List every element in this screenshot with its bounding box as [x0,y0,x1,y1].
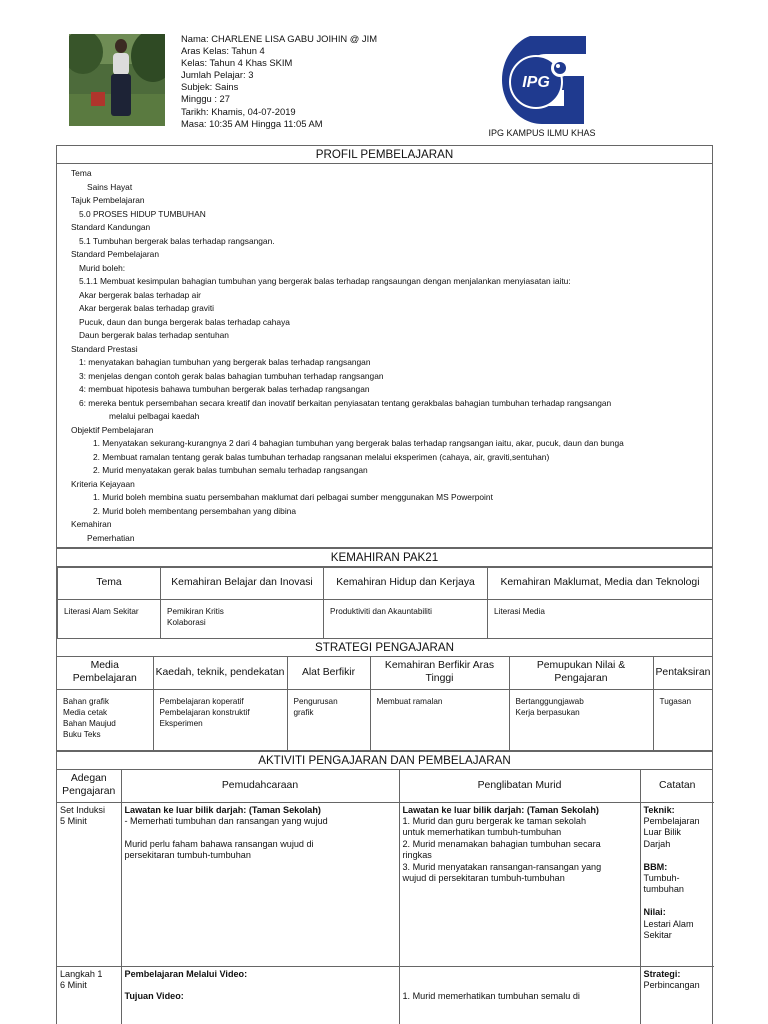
row-catatan [640,966,714,1024]
penglibatan-line: 1. Murid dan guru bergerak ke taman sekolah [402,815,586,826]
strategi-cell-media [57,689,153,751]
penglibatan-line: 3. Murid menyatakan ransangan-ransangan yang [402,861,602,872]
strategi-header-kaedah: Kaedah, teknik, pendekatan [153,657,287,689]
profile-heading: Standard Kandungan [71,222,151,232]
catatan-line: Teknik: [643,804,675,815]
cell-line: Pembelajaran koperatif [159,696,244,706]
teacher-name: Nama: CHARLENE LISA GABU JOIHIN @ JIM [181,33,378,44]
cell-line: Pemikiran Kritis [167,607,224,616]
profile-line: 2. Murid menyatakan gerak balas tumbuhan semalu terhadap rangsangan [93,465,368,475]
pemudahcaraan-line: Lawatan ke luar bilik darjah: (Taman Sekolah) [124,804,321,815]
cell-line: Membuat ramalan [376,696,443,706]
pemudahcaraan-line: Tujuan Video: [124,991,184,1002]
profile-line: Sains Hayat [87,181,133,192]
aktiviti-table [57,770,714,1024]
ipg-logo-mark [480,32,610,128]
profile-line: Murid boleh: [79,262,126,273]
row-penglibatan [399,966,640,1024]
cell-line: Bertanggungjawab [515,696,584,706]
aktiviti-header-penglibatan: Penglibatan Murid [399,770,640,802]
pemudahcaraan-line: Murid perlu faham bahawa ransangan wujud di [124,838,314,849]
adegan-line: 5 Minit [60,815,87,826]
catatan-line: Sekitar [643,929,672,940]
profile-line: melalui pelbagai kaedah [109,411,200,421]
cell-line: Pembelajaran konstruktif [159,707,250,717]
cell-line: Kolaborasi [167,618,206,628]
cell-line: Literasi Alam Sekitar [64,607,139,616]
aktiviti-title: AKTIVITI PENGAJARAN DAN PEMBELAJARAN [57,752,712,770]
profile-body [57,164,712,545]
profile-heading: Standard Prestasi [71,343,138,354]
cell-line: Eksperimen [159,718,203,728]
strategi-cell-kbat [370,689,509,751]
profile-heading: Objektif Pembelajaran [71,424,154,435]
pemudahcaraan-line [125,827,396,838]
pak21-header-belajar: Kemahiran Belajar dan Inovasi [161,568,324,600]
teacher-photo [69,34,165,126]
row-penglibatan [399,802,640,966]
strategi-cell-pentaksiran [653,689,712,751]
catatan-line: Perbincangan [643,979,700,990]
student-count: Jumlah Pelajar: 3 [181,69,254,81]
cell-line: Literasi Media [494,607,545,616]
pak21-cell-maklumat [488,600,713,639]
penglibatan-line: untuk memerhatikan tumbuh-tumbuhan [402,827,562,838]
profile-line: 5.1 Tumbuhan bergerak balas terhadap rangsangan. [79,235,275,246]
pak21-title: KEMAHIRAN PAK21 [57,548,712,567]
aktiviti-section [56,751,713,1024]
strategi-header-kbat: Kemahiran Berfikir Aras Tinggi [370,657,509,689]
ipg-logo [480,32,610,144]
profile-line: Pemerhatian [87,532,135,543]
profile-line: Daun bergerak balas terhadap sentuhan [79,330,229,340]
catatan-line: Luar Bilik [643,827,681,838]
cell-line: Bahan Maujud [63,718,116,728]
catatan-line: BBM: [643,861,668,872]
profile-line: 5.0 PROSES HIDUP TUMBUHAN [79,208,206,219]
profile-line: 4: membuat hipotesis bahawa tumbuhan bergerak balas terhadap rangsangan [79,384,370,394]
penglibatan-line [403,969,637,980]
profile-line: 2. Membuat ramalan tentang gerak balas tumbuhan terhadap rangsanan melalui eksperimen (cahaya, air, graviti,sentuhan) [93,451,550,462]
pemudahcaraan-line: - Memerhati tumbuhan dan ransangan yang wujud [124,815,328,826]
week: Minggu : 27 [181,93,230,105]
subject: Subjek: Sains [181,81,239,93]
pak21-cell-hidup [324,600,488,639]
profile-line: 5.1.1 Membuat kesimpulan bahagian tumbuhan yang bergerak balas terhadap rangsaungan dengan menjalankan menyiasatan iaitu: [79,276,571,286]
catatan-line [644,850,712,861]
aktiviti-header-adegan: Adegan Pengajaran [57,770,121,802]
strategi-table [57,657,712,751]
profile-heading: Standard Pembelajaran [71,249,159,259]
cell-line: Bahan grafik [63,696,109,706]
class-name: Kelas: Tahun 4 Khas SKIM [181,57,293,69]
strategi-header-pentaksiran: Pentaksiran [653,657,712,689]
penglibatan-line [403,980,637,991]
profile-heading: Tajuk Pembelajaran [71,195,145,205]
row-pemudahcaraan [121,966,399,1024]
cell-line: Produktiviti dan Akauntabiliti [330,607,432,616]
profile-line: Pucuk, daun dan bunga bergerak balas terhadap cahaya [79,316,290,327]
document-header [0,0,768,146]
logo-text: IPG [522,74,550,91]
pak21-section [56,548,713,639]
aktiviti-header-catatan: Catatan [640,770,714,802]
pak21-table [57,567,713,639]
profile-section [56,145,713,548]
cell-line: Tugasan [659,696,692,706]
logo-caption: IPG KAMPUS ILMU KHAS [488,128,596,138]
strategi-header-alat: Alat Berfikir [287,657,370,689]
profile-line: Akar bergerak balas terhadap graviti [79,303,215,313]
pak21-header-hidup: Kemahiran Hidup dan Kerjaya [324,568,488,600]
pemudahcaraan-line [125,980,396,991]
profile-heading: Kemahiran [71,519,112,529]
pak21-cell-tema [58,600,161,639]
penglibatan-line: 2. Murid menamakan bahagian tumbuhan secara [402,838,601,849]
pemudahcaraan-line: Pembelajaran Melalui Video: [124,968,248,979]
profile-line: 1: menyatakan bahagian tumbuhan yang bergerak balas terhadap rangsangan [79,357,371,367]
profile-line: 2. Murid boleh membentang persembahan yang dibina [93,505,296,516]
pemudahcaraan-line: persekitaran tumbuh-tumbuhan [124,850,251,861]
catatan-line: Strategi: [643,968,681,979]
strategi-section [56,638,713,751]
cell-line: Media cetak [63,707,108,717]
adegan-line: 6 Minit [60,979,87,990]
catatan-line: tumbuhan [643,884,684,895]
adegan-line: Set Induksi [60,804,105,815]
lesson-info [181,33,377,130]
strategi-header-nilai: Pemupukan Nilai & Pengajaran [509,657,653,689]
time: Masa: 10:35 AM Hingga 11:05 AM [181,117,323,129]
penglibatan-line: 1. Murid memerhatikan tumbuhan semalu di [402,991,580,1002]
profile-heading: Tema [71,168,92,178]
row-pemudahcaraan [121,802,399,966]
cell-line: Pengurusan [293,696,338,706]
catatan-line: Nilai: [643,907,666,918]
pak21-header-maklumat: Kemahiran Maklumat, Media dan Teknologi [488,568,713,600]
strategi-title: STRATEGI PENGAJARAN [57,639,712,657]
adegan-line: Langkah 1 [60,968,103,979]
row-catatan [640,802,714,966]
penglibatan-line: wujud di persekitaran tumbuh-tumbuhan [402,872,565,883]
penglibatan-line: ringkas [402,850,432,861]
teacher-photo-image [69,34,165,126]
strategi-cell-nilai [509,689,653,751]
catatan-line: Tumbuh- [643,872,680,883]
profile-heading: Kriteria Kejayaan [71,478,135,489]
strategi-cell-alat [287,689,370,751]
class-level: Aras Kelas: Tahun 4 [181,45,265,57]
catatan-line [644,896,712,907]
row-adegan [57,802,121,966]
profile-line: 3: menjelas dengan contoh gerak balas bahagian tumbuhan terhadap rangsangan [79,370,384,381]
profile-line: 1. Menyatakan sekurang-kurangnya 2 dari 4 bahagian tumbuhan yang bergerak balas terhadap rangsangan iaitu, akar, pucuk, daun dan bunga [93,438,624,448]
profile-title: PROFIL PEMBELAJARAN [57,146,712,164]
date: Tarikh: Khamis, 04-07-2019 [181,105,296,117]
profile-line: 6: mereka bentuk persembahan secara kreatif dan inovatif berkaitan penyiasatan tentang gerakbalas bahagian tumbuhan terhadap rangsangan [79,397,612,408]
penglibatan-line: Lawatan ke luar bilik darjah: (Taman Sekolah) [402,804,599,815]
strategi-header-media: Media Pembelajaran [57,657,153,689]
catatan-line: Lestari Alam [643,918,694,929]
cell-line: Kerja berpasukan [515,707,580,717]
pak21-header-tema: Tema [58,568,161,600]
profile-line: 1. Murid boleh membina suatu persembahan maklumat dari pelbagai sumber menggunakan MS Powerpoint [93,492,493,502]
profile-line: Akar bergerak balas terhadap air [79,289,201,300]
aktiviti-header-pemudahcaraan: Pemudahcaraan [121,770,399,802]
pak21-cell-belajar [161,600,324,639]
catatan-line: Pembelajaran [643,815,700,826]
cell-line: grafik [293,707,314,717]
row-adegan [57,966,121,1024]
cell-line: Buku Teks [63,730,101,740]
strategi-cell-kaedah [153,689,287,751]
catatan-line: Darjah [643,838,671,849]
